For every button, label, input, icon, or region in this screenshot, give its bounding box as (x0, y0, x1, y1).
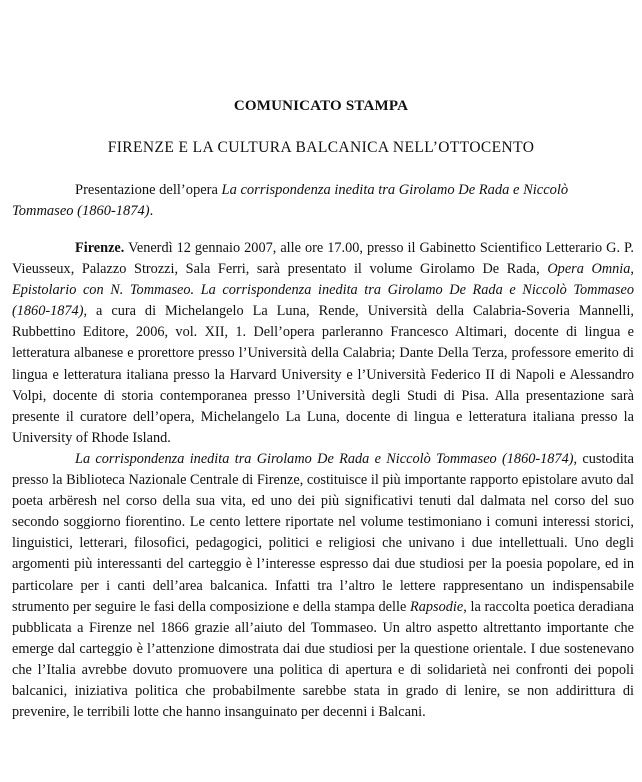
paragraph-event (12, 238, 634, 449)
intro-paragraph (12, 180, 629, 221)
intro-prefix: Presentazione dell’opera (75, 182, 222, 198)
document-subheading: FIRENZE E LA CULTURA BALCANICA NELL’OTTOCENTO (107, 139, 535, 156)
paragraph-description-text-1: , custodita presso la Biblioteca Nazionale Centrale di Firenze, costituisce il più importante rapporto epistolare avuto dal poeta arbëresh nel corso della sua vita, ed uno dei più significativi tenuti dal dalmata nel corso del suo secondo soggiorno fiorentino. Le cento lettere riportate nel volume testimoniano i comuni interessi storici, linguistici, letterari, filosofici, pedagogici, politici e religiosi che univano i due intellettuali. Uno degli argomenti più interessanti del carteggio è l’interesse espresso dai due studiosi per la poesia popolare, ed in particolare per i canti dell’area balcanica. Infatti tra l’altro le lettere rappresentano un indispensabile strumento per seguire le fasi della composizione e della stampa delle (12, 450, 634, 615)
paragraph-description-text-2: , la raccolta poetica deradiana pubblicata a Firenze nel 1866 grazie all’aiuto del Tommaseo. Un altro aspetto altrettanto importante che emerge dal carteggio è l’attenzione dimostrata dai due studiosi per la questione orientale. I due sostenevano che l’Italia avrebbe dovuto promuovere una politica di apertura e di solidarietà nei confronti dei popoli balcanici, iniziativa politica che probabilmente sarebbe stata in grado di lenire, se non addirittura di prevenire, le terribili lotte che hanno insanguinato per decenni i Balcani. (12, 598, 634, 721)
dateline-place: Firenze. (75, 240, 125, 256)
paragraph-description (12, 449, 634, 723)
paragraph-event-text-1: Venerdì 12 gennaio 2007, alle ore 17.00, presso il Gabinetto Scientifico Letterario G. P. Vieusseux, Palazzo Strozzi, Sala Ferri, sarà presentato il volume Girolamo De Rada, (12, 240, 634, 278)
body-text (12, 238, 634, 723)
intro-work-title: La corrispondenza inedita tra Girolamo De Rada e Niccolò Tommaseo (1860-1874) (12, 182, 569, 219)
document-heading: COMUNICATO STAMPA (233, 98, 409, 114)
volume-title: Opera Omnia, Epistolario con N. Tommaseo. La corrispondenza inedita tra Girolamo De Rada e Niccolò Tommaseo (1860-1874) (12, 261, 634, 320)
rapsodie-title: Rapsodie (410, 598, 464, 615)
paragraph-event-text-2: , a cura di Michelangelo La Luna, Rende, Università della Calabria-Soveria Mannelli, Rubbettino Editore, 2006, vol. XII, 1. Dell’opera parleranno Francesco Altimari, docente di lingua e letteratura albanese e prorettore presso l’Università della Calabria; Dante Della Terza, professore emerito di lingua e letteratura italiana presso la Harvard University e l’Università Federico II di Napoli e Alessandro Volpi, docente di storia contemporanea presso l’Università degli Studi di Pisa. Alla presentazione sarà presente il curatore dell’opera, Michelangelo La Luna, docente di lingua e letteratura italiana presso la University of Rhode Island. (12, 303, 634, 446)
correspondence-title: La corrispondenza inedita tra Girolamo De Rada e Niccolò Tommaseo (1860-1874) (75, 450, 574, 467)
intro-suffix: . (149, 202, 154, 219)
